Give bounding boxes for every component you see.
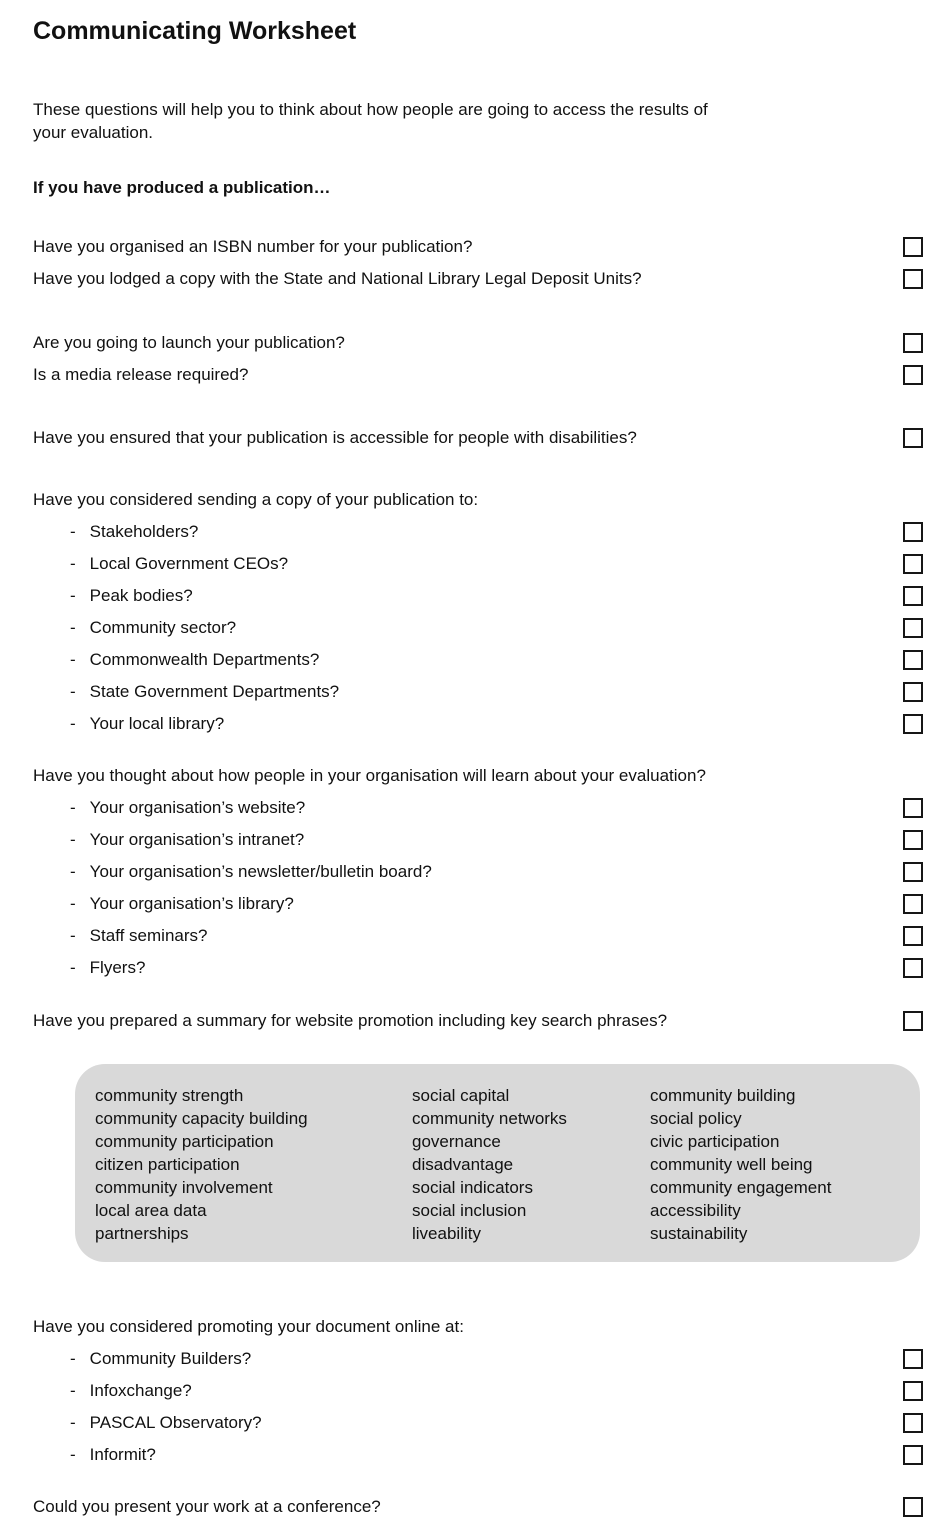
question-row-legal-deposit: [33, 263, 923, 295]
dash-bullet: -: [70, 894, 76, 913]
keyword-item: community involvement: [95, 1178, 273, 1197]
checkbox[interactable]: [903, 1445, 923, 1465]
question-label: Have you considered sending a copy of your publication to:: [33, 490, 479, 509]
dash-bullet: -: [70, 586, 76, 605]
dash-bullet: -: [70, 1381, 76, 1400]
keyword-item: citizen participation: [95, 1155, 240, 1174]
list-item: [33, 548, 923, 580]
checkbox[interactable]: [903, 650, 923, 670]
checkbox[interactable]: [903, 894, 923, 914]
dash-bullet: -: [70, 650, 76, 669]
keyword-column: [650, 1084, 910, 1245]
list-item-label: Informit?: [89, 1445, 156, 1464]
list-item-label: Flyers?: [89, 958, 146, 977]
list-item-label: Your organisation’s newsletter/bulletin board?: [89, 862, 432, 881]
checkbox[interactable]: [903, 333, 923, 353]
list-item: [33, 676, 923, 708]
list-item: [33, 792, 923, 824]
keyword-item: sustainability: [650, 1224, 748, 1243]
checkbox[interactable]: [903, 428, 923, 448]
list-item-label: Your local library?: [89, 714, 225, 733]
question-label: Have you ensured that your publication is accessible for people with disabilities?: [33, 428, 637, 447]
keyword-item: social inclusion: [412, 1201, 527, 1220]
checkbox[interactable]: [903, 522, 923, 542]
list-item: [33, 644, 923, 676]
question-row-summary: [33, 1005, 923, 1037]
list-item-label: Infoxchange?: [89, 1381, 192, 1400]
keyword-item: community capacity building: [95, 1109, 308, 1128]
intro-text: These questions will help you to think about how people are going to access the results of your evaluation.: [33, 100, 708, 142]
list-item: [33, 856, 923, 888]
list-item-label: Community Builders?: [89, 1349, 252, 1368]
list-item-label: State Government Departments?: [89, 682, 340, 701]
question-heading-send-copy: [33, 484, 923, 516]
checkbox[interactable]: [903, 830, 923, 850]
keyword-item: local area data: [95, 1201, 207, 1220]
dash-bullet: -: [70, 682, 76, 701]
checkbox[interactable]: [903, 958, 923, 978]
list-item: [33, 1439, 923, 1471]
list-item-label: Your organisation’s library?: [89, 894, 294, 913]
checkbox[interactable]: [903, 682, 923, 702]
list-item: [33, 888, 923, 920]
checkbox[interactable]: [903, 1497, 923, 1517]
list-item: [33, 1375, 923, 1407]
checkbox[interactable]: [903, 862, 923, 882]
dash-bullet: -: [70, 926, 76, 945]
keyword-item: partnerships: [95, 1224, 189, 1243]
keyword-item: community participation: [95, 1132, 274, 1151]
keyword-item: civic participation: [650, 1132, 780, 1151]
checkbox[interactable]: [903, 926, 923, 946]
list-item-label: Commonwealth Departments?: [89, 650, 320, 669]
dash-bullet: -: [70, 798, 76, 817]
keyword-item: liveability: [412, 1224, 481, 1243]
dash-bullet: -: [70, 1349, 76, 1368]
keyword-item: community building: [650, 1086, 796, 1105]
question-row-accessibility: [33, 422, 923, 454]
list-item-label: Your organisation’s website?: [89, 798, 306, 817]
list-item: [33, 952, 923, 984]
keywords-box: [75, 1064, 920, 1262]
list-item: [33, 516, 923, 548]
checkbox[interactable]: [903, 714, 923, 734]
keyword-item: community networks: [412, 1109, 567, 1128]
keyword-item: governance: [412, 1132, 501, 1151]
list-item: [33, 1343, 923, 1375]
checkbox[interactable]: [903, 365, 923, 385]
checkbox[interactable]: [903, 1413, 923, 1433]
list-item: [33, 708, 923, 740]
dash-bullet: -: [70, 830, 76, 849]
publication-subheading: If you have produced a publication…: [33, 178, 331, 197]
checkbox[interactable]: [903, 798, 923, 818]
question-label: Have you lodged a copy with the State and National Library Legal Deposit Units?: [33, 269, 642, 288]
list-item-label: Peak bodies?: [89, 586, 193, 605]
question-row-isbn: [33, 231, 923, 263]
keyword-item: accessibility: [650, 1201, 741, 1220]
question-row-conference: [33, 1491, 923, 1523]
keyword-item: community engagement: [650, 1178, 832, 1197]
list-item: [33, 920, 923, 952]
checkbox[interactable]: [903, 1349, 923, 1369]
question-row-launch: [33, 327, 923, 359]
list-item-label: Staff seminars?: [89, 926, 208, 945]
list-item-label: Stakeholders?: [89, 522, 199, 541]
list-item: [33, 824, 923, 856]
dash-bullet: -: [70, 1413, 76, 1432]
question-label: Could you present your work at a conference?: [33, 1497, 381, 1516]
question-label: Are you going to launch your publication?: [33, 333, 345, 352]
checkbox[interactable]: [903, 618, 923, 638]
keyword-item: community well being: [650, 1155, 813, 1174]
dash-bullet: -: [70, 554, 76, 573]
keyword-column: [412, 1084, 650, 1245]
question-heading-learn: [33, 760, 923, 792]
checkbox[interactable]: [903, 237, 923, 257]
question-row-media-release: [33, 359, 923, 391]
checkbox[interactable]: [903, 1011, 923, 1031]
dash-bullet: -: [70, 862, 76, 881]
dash-bullet: -: [70, 1445, 76, 1464]
list-item-label: PASCAL Observatory?: [89, 1413, 262, 1432]
keyword-item: disadvantage: [412, 1155, 514, 1174]
dash-bullet: -: [70, 714, 76, 733]
question-heading-online: [33, 1311, 923, 1343]
question-label: Have you prepared a summary for website promotion including key search phrases?: [33, 1011, 668, 1030]
checkbox[interactable]: [903, 586, 923, 606]
dash-bullet: -: [70, 618, 76, 637]
dash-bullet: -: [70, 522, 76, 541]
checkbox[interactable]: [903, 554, 923, 574]
list-item: [33, 1407, 923, 1439]
list-item-label: Community sector?: [89, 618, 237, 637]
list-item-label: Your organisation’s intranet?: [89, 830, 305, 849]
question-label: Is a media release required?: [33, 365, 249, 384]
page-title: Communicating Worksheet: [33, 17, 357, 45]
checkbox[interactable]: [903, 269, 923, 289]
question-label: Have you considered promoting your document online at:: [33, 1317, 464, 1336]
keyword-item: social capital: [412, 1086, 510, 1105]
dash-bullet: -: [70, 958, 76, 977]
keyword-item: social policy: [650, 1109, 742, 1128]
keyword-item: community strength: [95, 1086, 244, 1105]
question-label: Have you thought about how people in your organisation will learn about your evaluation?: [33, 766, 706, 785]
keyword-item: social indicators: [412, 1178, 533, 1197]
checkbox[interactable]: [903, 1381, 923, 1401]
list-item-label: Local Government CEOs?: [89, 554, 289, 573]
question-label: Have you organised an ISBN number for your publication?: [33, 237, 473, 256]
keyword-column: [95, 1084, 412, 1245]
list-item: [33, 580, 923, 612]
list-item: [33, 612, 923, 644]
